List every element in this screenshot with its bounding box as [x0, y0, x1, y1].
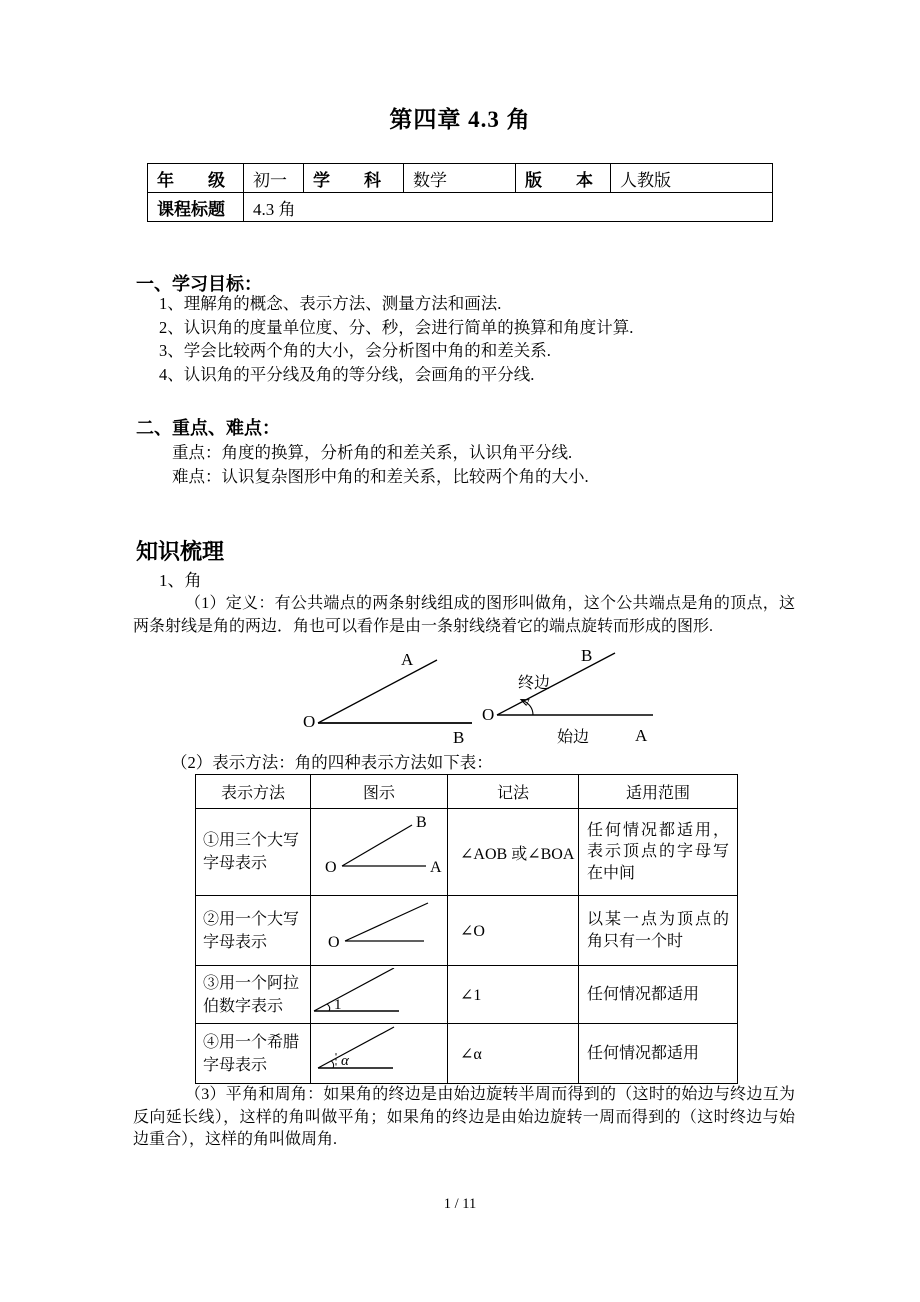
angle-figure-left: [295, 648, 480, 753]
method-cell: ②用一个大写字母表示: [196, 896, 311, 966]
ray-b-label: B: [581, 646, 593, 665]
objective-item: 1、理解角的概念、表示方法、测量方法和画法.: [159, 294, 502, 313]
course-title-value: 4.3 角: [244, 193, 773, 222]
subject-label: 学 科: [304, 164, 404, 193]
rotation-arrow: [522, 700, 533, 715]
angle-figure-right: [475, 643, 670, 750]
angle-figure-aob: [311, 809, 447, 895]
methods-row-2: [196, 896, 738, 966]
figure-cell: [311, 809, 448, 896]
straight-round-angle-paragraph: （3）平角和周角：如果角的终边是由始边旋转半周而得到的（这时的始边与终边互为反向延长线），这样的角叫做平角；如果角的终边是由始边旋转一周而得到的（这时终边与始边重合），这样的角叫做周角.: [133, 1086, 795, 1148]
header-notation: 记法: [448, 775, 579, 809]
document-title: 第四章 4.3 角: [389, 107, 531, 132]
objectives-heading: 一、学习目标：: [136, 274, 262, 294]
angle-greek-label: α: [341, 1053, 349, 1069]
vertex-label: O: [482, 705, 495, 724]
ray-a-label: A: [401, 650, 414, 669]
objective-item: 3、学会比较两个角的大小，会分析图中角的和差关系.: [159, 341, 551, 361]
method-cell: ④用一个希腊字母表示: [196, 1024, 311, 1084]
header-method: 表示方法: [196, 775, 311, 809]
ray-b-label: B: [453, 728, 465, 747]
knowledge-heading: 知识梳理: [136, 539, 225, 564]
angle-figure-1: [311, 966, 447, 1023]
figure-cell: [311, 896, 448, 966]
header-scope: 适用范围: [579, 775, 738, 809]
scope-cell: 任何情况都适用: [579, 1024, 738, 1084]
objectives-list: [159, 292, 633, 387]
methods-row-4: [196, 1024, 738, 1084]
initial-side-label: 始边: [557, 729, 590, 745]
method-cell: ③用一个阿拉伯数字表示: [196, 966, 311, 1024]
subject-value: 数学: [404, 164, 516, 193]
keypoints-list: [172, 441, 589, 489]
methods-table: [195, 774, 738, 1084]
ray-a-label: A: [635, 726, 648, 745]
methods-row-1: [196, 809, 738, 896]
terminal-side-label: 终边: [518, 675, 551, 692]
angle-figure-alpha: [311, 1024, 447, 1083]
info-row-1: [148, 164, 773, 193]
methods-intro: （2）表示方法：角的四种表示方法如下表：: [171, 753, 493, 772]
angle-topic: 1、角: [159, 571, 202, 590]
page-number: 1 / 11: [443, 1196, 477, 1212]
ray-b-label: B: [416, 814, 427, 831]
edition-label: 版 本: [516, 164, 611, 193]
angle-figure-o: [311, 897, 447, 964]
method-cell: ①用三个大写字母表示: [196, 809, 311, 896]
scope-cell: 任何情况都适用: [579, 966, 738, 1024]
notation-cell: ∠AOB 或∠BOA: [448, 809, 579, 896]
figure-cell: [311, 966, 448, 1024]
figure-cell: [311, 1024, 448, 1084]
edition-value: 人教版: [611, 164, 773, 193]
scope-cell: 以某一点为顶点的角只有一个时: [579, 896, 738, 966]
keypoint-difficulty: 难点：认识复杂图形中角的和差关系，比较两个角的大小.: [172, 467, 589, 486]
vertex-label: O: [303, 712, 316, 731]
notation-cell: ∠O: [448, 896, 579, 966]
keypoint-emphasis: 重点：角度的换算，分析角的和差关系，认识角平分线.: [172, 443, 573, 462]
angle-definition: （1）定义：有公共端点的两条射线组成的图形叫做角，这个公共端点是角的顶点，这两条射线是角的两边．角也可以看作是由一条射线绕着它的端点旋转而形成的图形.: [133, 595, 795, 635]
keypoints-heading: 二、重点、难点：: [136, 418, 280, 438]
notation-cell: ∠α: [448, 1024, 579, 1084]
angle-number-label: 1: [334, 997, 342, 1013]
objective-item: 2、认识角的度量单位度、分、秒，会进行简单的换算和角度计算.: [159, 317, 634, 337]
grade-label: 年 级: [148, 164, 244, 193]
header-figure: 图示: [311, 775, 448, 809]
methods-header-row: [196, 775, 738, 809]
vertex-label: O: [325, 859, 337, 876]
objective-item: 4、认识角的平分线及角的等分线，会画角的平分线.: [159, 365, 535, 385]
vertex-label: O: [328, 934, 340, 951]
scope-cell: 任何情况都适用，表示顶点的字母写在中间: [579, 809, 738, 896]
course-title-label: 课程标题: [148, 193, 244, 222]
info-row-2: [148, 193, 773, 222]
ray-a-label: A: [430, 859, 442, 876]
course-info-table: [147, 163, 773, 222]
notation-cell: ∠1: [448, 966, 579, 1024]
methods-row-3: [196, 966, 738, 1024]
grade-value: 初一: [244, 164, 304, 193]
